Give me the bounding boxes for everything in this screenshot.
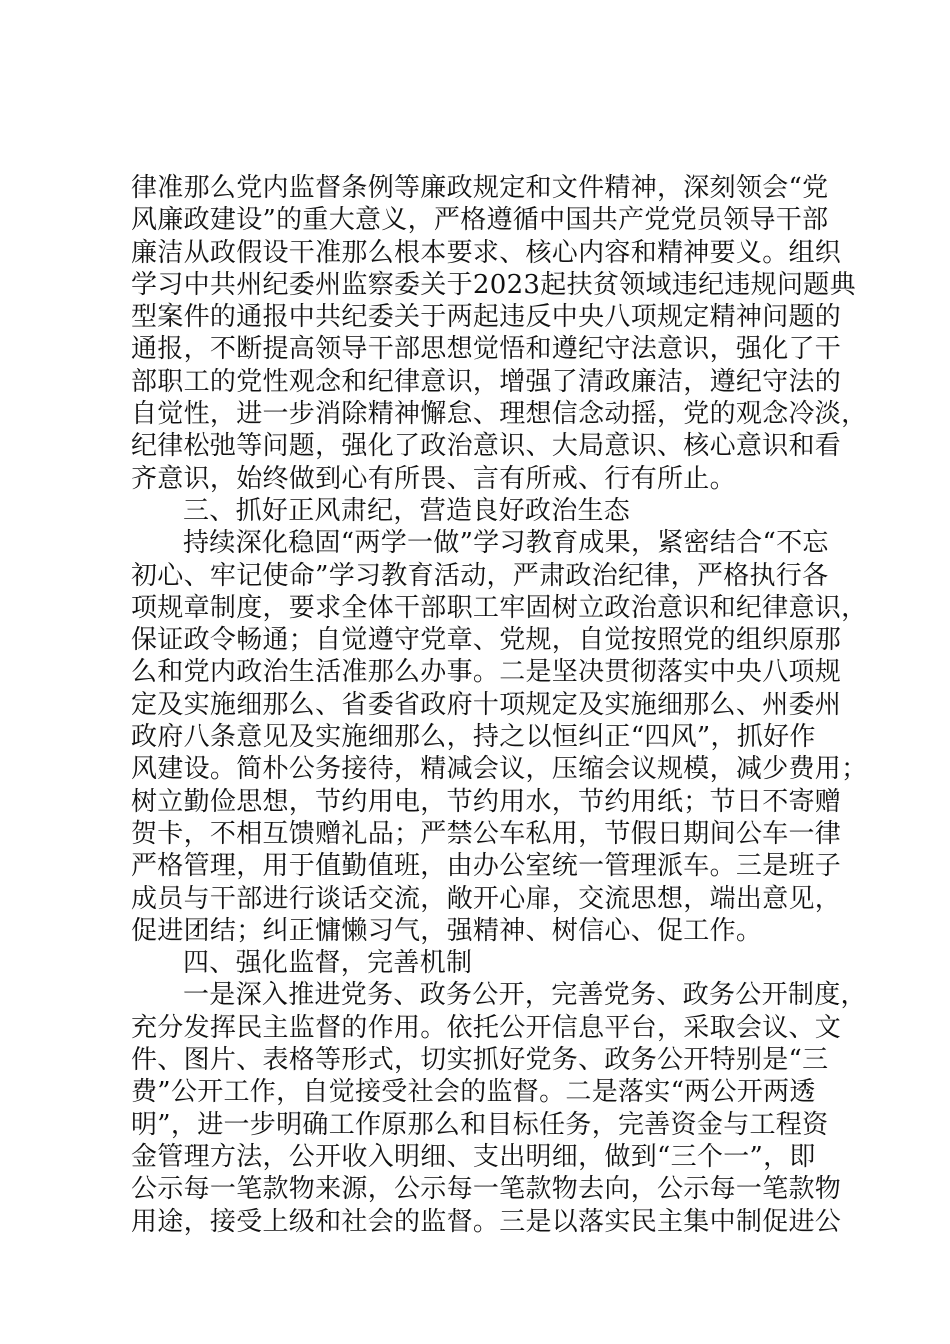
text-line: 持续深化稳固“两学一做”学习教育成果，紧密结合“不忘 [183, 528, 829, 559]
text-line: 部职工的党性观念和纪律意识，增强了清政廉洁，遵纪守法的 [131, 366, 842, 397]
text-line: 成员与干部进行谈话交流，敞开心扉，交流思想，端出意见， [131, 883, 842, 914]
text-line: 项规章制度，要求全体干部职工牢固树立政治意识和纪律意识， [131, 592, 868, 623]
text-line: 促进团结；纠正慵懒习气，强精神、树信心、促工作。 [131, 915, 763, 946]
text-line: 通报，不断提高领导干部思想觉悟和遵纪守法意识，强化了干 [131, 334, 842, 365]
text-line: 定及实施细那么、省委省政府十项规定及实施细那么、州委州 [131, 689, 842, 720]
text-line: 律准那么党内监督条例等廉政规定和文件精神，深刻领会“党 [131, 173, 829, 203]
text-line: 保证政令畅通；自觉遵守党章、党规，自觉按照党的组织原那 [131, 625, 842, 656]
text-line: 贺卡，不相互馈赠礼品；严禁公车私用，节假日期间公车一律 [131, 818, 842, 849]
text-line: 齐意识，始终做到心有所畏、言有所戒、行有所止。 [131, 463, 736, 494]
text-line: 费”公开工作，自觉接受社会的监督。二是落实“两公开两透 [131, 1077, 816, 1108]
text-line: 自觉性，进一步消除精神懈怠、理想信念动摇，党的观念冷淡， [131, 399, 868, 430]
text-line: 么和党内政治生活准那么办事。二是坚决贯彻落实中央八项规 [131, 657, 842, 688]
text-line: 件、图片、表格等形式，切实抓好党务、政务公开特别是“三 [131, 1045, 829, 1076]
text-line: 纪律松弛等问题，强化了政治意识、大局意识、核心意识和看 [131, 431, 842, 462]
text-line: 树立勤俭思想，节约用电，节约用水，节约用纸；节日不寄赠 [131, 786, 842, 817]
text-line: 用途，接受上级和社会的监督。三是以落实民主集中制促进公 [131, 1206, 842, 1237]
text-line: 充分发挥民主监督的作用。依托公开信息平台，采取会议、文 [131, 1012, 842, 1043]
text-line: 金管理方法，公开收入明细、支出明细，做到“三个一”，即 [131, 1141, 816, 1172]
text-line: 一是深入推进党务、政务公开，完善党务、政务公开制度， [183, 980, 867, 1011]
text-line: 三、抓好正风肃纪，营造良好政治生态 [183, 495, 631, 526]
text-line: 型案件的通报中共纪委关于两起违反中央八项规定精神问题的 [131, 302, 842, 333]
text-line: 公示每一笔款物来源，公示每一笔款物去向，公示每一笔款物 [131, 1174, 842, 1205]
text-line: 风廉政建设”的重大意义，严格遵循中国共产党党员领导干部 [131, 205, 829, 236]
text-line: 廉洁从政假设干准那么根本要求、核心内容和精神要义。组织 [131, 237, 842, 268]
text-line: 初心、牢记使命”学习教育活动，严肃政治纪律，严格执行各 [131, 560, 829, 591]
text-line: 学习中共州纪委州监察委关于2023起扶贫领域违纪违规问题典 [131, 269, 856, 300]
text-line: 风建设。简朴公务接待，精减会议，压缩会议规模，减少费用； [131, 754, 868, 785]
text-line: 明”，进一步明确工作原那么和目标任务，完善资金与工程资 [131, 1109, 829, 1140]
text-line: 政府八条意见及实施细那么，持之以恒纠正“四风”，抓好作 [131, 722, 816, 753]
text-line: 严格管理，用于值勤值班，由办公室统一管理派车。三是班子 [131, 851, 842, 882]
document-body [131, 172, 868, 1238]
text-line: 四、强化监督，完善机制 [183, 948, 473, 979]
